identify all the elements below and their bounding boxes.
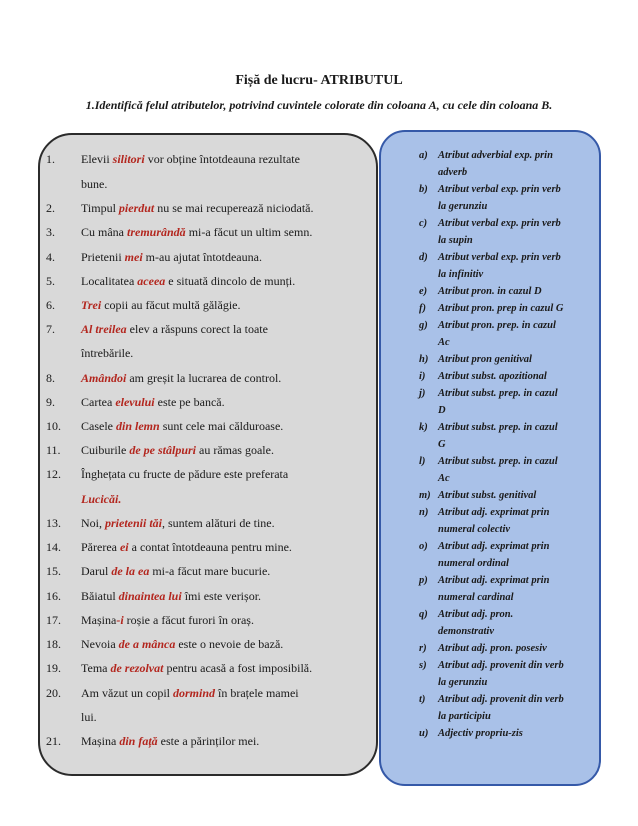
item-letter: g) — [419, 320, 428, 331]
highlighted-word: dormind — [172, 686, 215, 700]
item-number: 4. — [46, 250, 55, 264]
attribute-type: Atribut pron. prep. in cazul — [438, 320, 556, 331]
item-number: 1. — [46, 152, 55, 166]
item-number: 21. — [46, 734, 61, 748]
highlighted-word: tremurândă — [127, 225, 186, 239]
item-letter: r) — [419, 643, 427, 654]
item-number: 11. — [46, 443, 61, 457]
item-number: 10. — [46, 419, 61, 433]
highlighted-word: prietenii tăi — [105, 516, 162, 530]
item-sentence: Cu mâna tremurândă mi-a făcut un ultim semn. — [81, 225, 313, 239]
item-letter: i) — [419, 371, 426, 382]
item-number: 3. — [46, 225, 55, 239]
item-letter: a) — [419, 150, 428, 161]
item-sentence: Noi, prietenii tăi, suntem alături de tine. — [81, 516, 275, 530]
item-number: 17. — [46, 613, 61, 627]
item-letter: k) — [419, 422, 428, 433]
attribute-type: la gerunziu — [438, 677, 488, 688]
highlighted-word: dinaintea lui — [118, 589, 182, 603]
item-number: 18. — [46, 637, 61, 651]
attribute-type: Atribut verbal exp. prin verb — [438, 252, 561, 263]
item-number: 16. — [46, 589, 61, 603]
highlighted-word: Trei — [81, 298, 102, 312]
attribute-type: numeral ordinal — [438, 558, 509, 569]
item-number: 13. — [46, 516, 61, 530]
item-sentence: Cuiburile de pe stâlpuri au rămas goale. — [81, 443, 274, 457]
highlighted-word: elevului — [115, 395, 155, 409]
item-sentence: Timpul pierdut nu se mai recuperează niciodată. — [81, 201, 314, 215]
item-sentence: lui. — [81, 710, 97, 724]
attribute-type: G — [438, 439, 446, 450]
item-letter: u) — [419, 728, 429, 739]
item-letter: q) — [419, 609, 428, 620]
attribute-type: Atribut verbal exp. prin verb — [438, 184, 561, 195]
item-number: 8. — [46, 371, 55, 385]
item-sentence: Mașina din față este a părinților mei. — [81, 734, 260, 748]
attribute-type: demonstrativ — [438, 626, 495, 637]
page-title: Fișă de lucru- ATRIBUTUL — [235, 73, 403, 88]
highlighted-word: pierdut — [118, 201, 155, 215]
item-letter: b) — [419, 184, 428, 195]
highlighted-word: Amândoi — [81, 371, 127, 385]
item-sentence: Nevoia de a mânca este o nevoie de bază. — [81, 637, 284, 651]
item-sentence: Cartea elevului este pe bancă. — [81, 395, 225, 409]
highlighted-word: de rezolvat — [110, 661, 164, 675]
attribute-type: Atribut adj. exprimat prin — [438, 507, 550, 518]
item-number: 5. — [46, 274, 55, 288]
item-sentence: Darul de la ea mi-a făcut mare bucurie. — [81, 564, 271, 578]
item-sentence: Localitatea aceea e situată dincolo de munți. — [81, 274, 296, 288]
item-letter: d) — [419, 252, 428, 263]
item-letter: h) — [419, 354, 429, 365]
attribute-type: Atribut adverbial exp. prin — [438, 150, 553, 161]
item-number: 9. — [46, 395, 55, 409]
attribute-type: Atribut adj. pron. posesiv — [438, 643, 547, 654]
item-sentence: Amândoi am greșit la lucrarea de control. — [81, 371, 282, 385]
attribute-type: la supin — [438, 235, 473, 246]
item-sentence: Înghețata cu fructe de pădure este preferata — [81, 467, 289, 481]
item-sentence: bune. — [81, 177, 108, 191]
highlighted-word: Lucicăi. — [81, 492, 122, 506]
highlighted-word: din lemn — [116, 419, 160, 433]
attribute-type: Ac — [438, 337, 450, 348]
item-sentence: Am văzut un copil dormind în brațele mamei — [81, 686, 299, 700]
highlighted-word: silitori — [112, 152, 145, 166]
item-sentence: Tema de rezolvat pentru acasă a fost imposibilă. — [81, 661, 313, 675]
highlighted-word: -i — [116, 613, 124, 627]
item-sentence: Băiatul dinaintea lui îmi este verișor. — [81, 589, 262, 603]
item-sentence: Elevii silitori vor obține întotdeauna rezultate — [81, 152, 300, 166]
item-letter: j) — [419, 388, 426, 399]
item-letter: e) — [419, 286, 428, 297]
attribute-type: Atribut adj. provenit din verb — [438, 660, 564, 671]
highlighted-word: din față — [119, 734, 158, 748]
attribute-type: Atribut pron genitival — [438, 354, 532, 365]
highlighted-word: de la ea — [111, 564, 150, 578]
item-letter: l) — [419, 456, 426, 467]
item-sentence: Trei copii au făcut multă gălăgie. — [81, 298, 241, 312]
attribute-type: adverb — [438, 167, 468, 178]
attribute-type: Atribut adj. pron. — [438, 609, 514, 620]
highlighted-word: ei — [119, 540, 129, 554]
highlighted-word: de pe stâlpuri — [129, 443, 196, 457]
attribute-type: Atribut pron. prep in cazul G — [438, 303, 564, 314]
attribute-type: Atribut verbal exp. prin verb — [438, 218, 561, 229]
attribute-type: Atribut subst. genitival — [438, 490, 537, 501]
item-number: 15. — [46, 564, 61, 578]
attribute-type: Atribut subst. prep. in cazul — [438, 422, 558, 433]
item-letter: c) — [419, 218, 428, 229]
attribute-type: Ac — [438, 473, 450, 484]
highlighted-word: mei — [124, 250, 143, 264]
item-number: 14. — [46, 540, 61, 554]
item-sentence: Mașina-i roșie a făcut furori în oraș. — [81, 613, 254, 627]
attribute-type: Atribut subst. prep. in cazul — [438, 456, 558, 467]
item-number: 19. — [46, 661, 61, 675]
item-number: 2. — [46, 201, 55, 215]
exercise-instruction: 1.Identifică felul atributelor, potrivind cuvintele colorate din coloana A, cu cele din coloana B. — [85, 98, 553, 112]
highlighted-word: Al treilea — [81, 322, 127, 336]
attribute-type: Atribut subst. prep. in cazul — [438, 388, 558, 399]
attribute-type: Atribut adj. provenit din verb — [438, 694, 564, 705]
item-number: 12. — [46, 467, 61, 481]
item-number: 6. — [46, 298, 55, 312]
item-letter: f) — [419, 303, 426, 314]
attribute-type: la gerunziu — [438, 201, 488, 212]
attribute-type: Adjectiv propriu-zis — [438, 728, 523, 739]
item-number: 20. — [46, 686, 61, 700]
item-letter: p) — [419, 575, 428, 586]
item-letter: o) — [419, 541, 428, 552]
item-sentence: întrebările. — [81, 346, 134, 360]
attribute-type: la participiu — [438, 711, 491, 722]
attribute-type: la infinitiv — [438, 269, 484, 280]
attribute-type: Atribut adj. exprimat prin — [438, 575, 550, 586]
attribute-type: numeral cardinal — [438, 592, 514, 603]
item-sentence: Casele din lemn sunt cele mai călduroase. — [81, 419, 284, 433]
item-letter: s) — [419, 660, 427, 671]
highlighted-word: de a mânca — [118, 637, 176, 651]
attribute-type: Atribut subst. apozitional — [438, 371, 547, 382]
item-letter: m) — [419, 490, 431, 501]
attribute-type: D — [438, 405, 446, 416]
highlighted-word: aceea — [137, 274, 166, 288]
item-sentence — [81, 491, 121, 507]
item-number: 7. — [46, 322, 55, 336]
attribute-type: numeral colectiv — [438, 524, 511, 535]
item-letter: t) — [419, 694, 426, 705]
item-sentence: Al treilea elev a răspuns corect la toate — [81, 322, 268, 336]
attribute-type: Atribut pron. in cazul D — [438, 286, 542, 297]
attribute-type: Atribut adj. exprimat prin — [438, 541, 550, 552]
item-letter: n) — [419, 507, 429, 518]
item-sentence: Prietenii mei m-au ajutat întotdeauna. — [81, 250, 262, 264]
item-sentence: Părerea ei a contat întotdeauna pentru mine. — [81, 540, 292, 554]
